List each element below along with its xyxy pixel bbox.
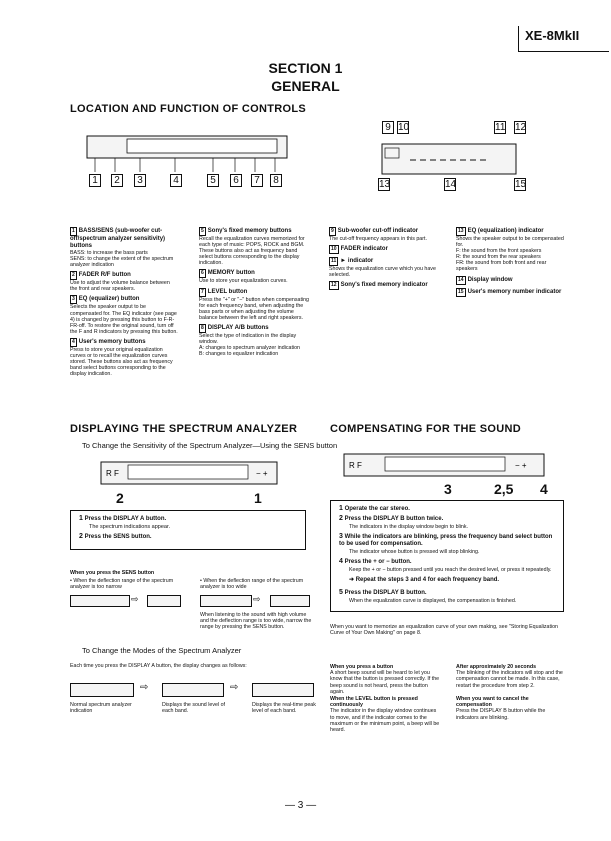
callout-13: 13 [379,179,391,190]
callout-15: 15 [515,179,527,190]
callout-10: 10 [398,122,410,133]
desc-col-2: 5 Sony's fixed memory buttons Recall the equalization curves memorized for each type of music: POPS, ROCK and BGM. These buttons also act as frequency band select buttons corresponding to the display indication. 6 MEMORY button Use to store your equalization curves. 7 LEVEL button Press the "+" or "−" button when compensating for each frequency band, when adjusting the bass parts or when adjusting the volume balance between the left and right speakers. 8 DISPLAY A/B buttons Select the type of indication in the display window. A: changes to spectrum analyzer indication B: changes to equalizer indication [199,228,309,358]
modes-line: Each time you press the DISPLAY A button, the display changes as follows: [70,663,247,669]
callout-5: 5 [207,174,219,187]
display-narrow-1 [70,595,130,607]
header-rule [518,26,609,52]
section-subtitle: GENERAL [271,78,340,94]
spectrum-heading: DISPLAYING THE SPECTRUM ANALYZER [70,423,298,435]
display-wide-1 [200,595,252,607]
panel-window [127,139,277,153]
arrow-icon: ⇨ [131,594,139,604]
section-title: SECTION 1 [268,60,343,76]
callout-12: 12 [515,122,527,133]
desc-col-3: 9 Sub-woofer cut-off indicator The cut-off frequency appears in this part. 10 FADER indicator 11 ► indicator Shows the equalization curve which you have selected. 12 Sony's fixed memory indicator [329,228,436,289]
arrow-icon: ⇨ [253,594,261,604]
modes-heading: To Change the Modes of the Spectrum Analyzer [82,646,242,655]
when-sens-heading: When you press the SENS button [70,570,155,576]
callout-9: 9 [382,121,394,134]
comp-step-3-callout: 3 [444,481,452,497]
callout-6: 6 [230,174,242,187]
svg-text:R F: R F [106,469,119,478]
mode-display-1 [70,683,134,697]
note-narrow: • When the deflection range of the spectrum analyzer is too narrow [70,578,174,591]
mode-display-3 [252,683,314,697]
display-diagram [380,140,520,180]
svg-text:R F: R F [349,461,362,470]
arrow-icon: ⇨ [230,682,239,693]
note-wide: • When the deflection range of the spectrum analyzer is too wide [200,578,304,591]
callout-1: 1 [89,174,101,187]
svg-text:− +: − + [515,461,527,470]
mode-display-2 [162,683,224,697]
comp-heading: COMPENSATING FOR THE SOUND [330,423,521,435]
callout-8: 8 [270,174,282,187]
memo-note: When you want to memorize an equalization curve of your own making, see "Storing Equalization Curve of Your Own Making" on page 8. [330,624,559,637]
comp-steps-box: 1 Operate the car stereo. 2 Press the DISPLAY B button twice. The indicators in the display window begin to blink. 3 While the indicators are blinking, press the frequency band select button to be used for compensation. The indicator whose button is pressed will stop blinking. 4 Press the + or − button. Keep the + or − button pressed until you reach the desired level, or press it repeatedly. ➜ Repeat the steps 3 and 4 for each frequency band. 5 Press the DISPLAY B button. When the equalization curve is displayed, the compensation is finished. [330,500,564,612]
mode-caption-2: Displays the sound level of each band. [162,702,226,715]
comp-panel-diagram [343,452,548,482]
mode-caption-3: Displays the real-time peak level of each band. [252,702,316,715]
model-name: XE-8MkII [525,28,580,43]
display-wide-2 [270,595,310,607]
callout-7: 7 [251,174,263,187]
mode-caption-1: Normal spectrum analyzer indication [70,702,132,715]
spectrum-subtitle: To Change the Sensitivity of the Spectrum Analyzer—Using the SENS button [82,441,338,450]
page-number: — 3 — [285,800,317,811]
display-narrow-2 [147,595,181,607]
spectrum-step-2-callout: 2 [116,490,124,506]
callout-14: 14 [445,179,457,190]
note-volume: When listening to the sound with high volume and the deflection range is too wide, narrow the range by pressing the SENS button. [200,612,312,631]
comp-step-2-5-callout: 2,5 [494,481,514,497]
note-20-seconds: After approximately 20 seconds The blinking of the indicators will stop and the compensation cannot be made. In this case, restart the procedure from step 2. [456,664,563,689]
note-press-button: When you press a button A short beep sound will be heard to let you know that the button is pressed correctly. If the beep sound is not heard, press the button again. [330,664,440,695]
spectrum-panel-diagram [100,460,280,490]
note-level-pressed: When the LEVEL button is pressed continuously The indicator in the display window continues to move, and if the indicator comes to the maximum or the minimum point, a beep will be heard. [330,696,440,734]
arrow-icon: ⇨ [140,682,149,693]
svg-text:− +: − + [256,469,268,478]
spectrum-step-1-callout: 1 [254,490,262,506]
callout-11: 11 [495,122,506,133]
callout-3: 3 [134,174,146,187]
desc-col-1: 1 BASS/SENS (sub-woofer cut-off/spectrum analyzer sensitivity) buttons BASS: to increase the bass parts SENS: to change the extent of the spectrum analyzer indication 2 FADER R/F button Use to adjust the volume balance between the front and rear speakers. 3 EQ (equalizer) button Selects the speaker output to be compensated for. The EQ indicator (see page 4) is changed by pressing this button to F-R-FR-off. To restore the original sound, turn off the F and R indicators by pressing this button. 4 User's memory buttons Press to store your original equalization curves or to recall the equalization curves stored. These buttons also act as frequency band select buttons corresponding to the display indication. [70,228,178,378]
spectrum-steps-box: 1 Press the DISPLAY A button. The spectrum indications appear. 2 Press the SENS button. [70,510,306,550]
desc-col-4: 13 EQ (equalization) indicator Shows the speaker output to be compensated for. F: the sound from the front speakers R: the sound from the rear speakers FR: the sound from both front and rear speakers 14 Display window 15 User's memory number indicator [456,228,564,295]
callout-4: 4 [170,174,182,187]
location-heading: LOCATION AND FUNCTION OF CONTROLS [70,103,306,115]
callout-2: 2 [111,174,123,187]
comp-step-4-callout: 4 [540,481,548,497]
note-cancel: When you want to cancel the compensation Press the DISPLAY B button while the indicators are blinking. [456,696,546,721]
